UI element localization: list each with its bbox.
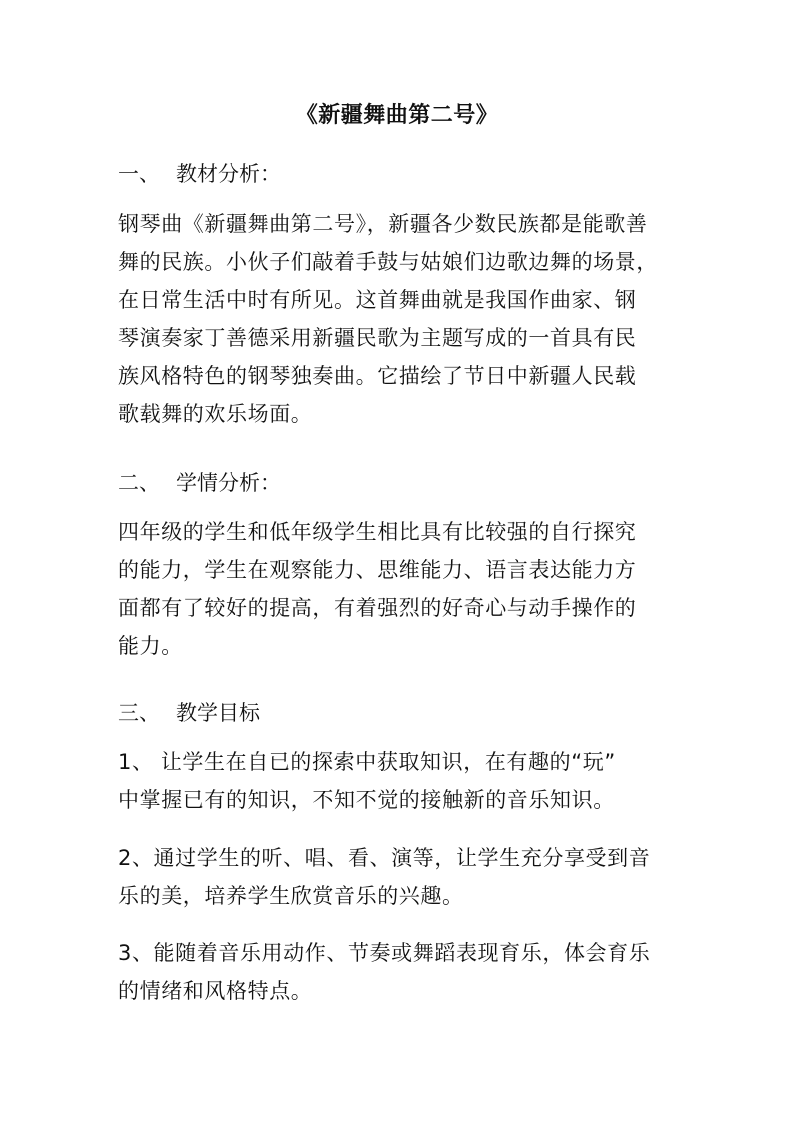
section-number: 三、 <box>118 701 160 725</box>
section-label: 学情分析： <box>176 471 281 495</box>
teaching-goal-3 <box>118 934 678 1010</box>
paragraph-line: 3、能随着音乐用动作、节奏或舞蹈表现育乐，体会育乐 <box>118 941 651 965</box>
paragraph-student-analysis <box>118 513 678 665</box>
paragraph-line: 乐的美，培养学生欣赏音乐的兴趣。 <box>118 884 464 908</box>
paragraph-line: 面都有了较好的提高，有着强烈的好奇心与动手操作的 <box>118 596 637 620</box>
paragraph-textbook-analysis <box>118 205 678 433</box>
section-number: 二、 <box>118 471 160 495</box>
paragraph-line: 1、 让学生在自已的探索中获取知识，在有趣的“玩” <box>118 750 616 774</box>
section-label: 教学目标 <box>176 701 260 725</box>
section-heading-teaching-goals <box>118 697 260 729</box>
teaching-goal-1 <box>118 743 678 819</box>
paragraph-line: 舞的民族。小伙子们敲着手鼓与姑娘们边歌边舞的场景， <box>118 250 658 274</box>
section-number: 一、 <box>118 162 160 186</box>
paragraph-line: 在日常生活中时有所见。这首舞曲就是我国作曲家、钢 <box>118 288 637 312</box>
paragraph-line: 族风格特色的钢琴独奏曲。它描绘了节日中新疆人民载 <box>118 364 637 388</box>
paragraph-line: 的能力，学生在观察能力、思维能力、语言表达能力方 <box>118 558 637 582</box>
paragraph-line: 歌载舞的欢乐场面。 <box>118 402 313 426</box>
section-heading-textbook-analysis <box>118 158 281 190</box>
section-label: 教材分析： <box>176 162 281 186</box>
paragraph-line: 的情绪和风格特点。 <box>118 979 313 1003</box>
paragraph-line: 中掌握已有的知识，不知不觉的接触新的音乐知识。 <box>118 788 615 812</box>
paragraph-line: 琴演奏家丁善德采用新疆民歌为主题写成的一首具有民 <box>118 326 637 350</box>
paragraph-line: 四年级的学生和低年级学生相比具有比较强的自行探究 <box>118 520 637 544</box>
section-heading-student-analysis <box>118 467 281 499</box>
document-title: 《新疆舞曲第二号》 <box>295 103 499 128</box>
teaching-goal-2 <box>118 839 678 915</box>
paragraph-line: 2、通过学生的听、唱、看、演等，让学生充分享受到音 <box>118 846 651 870</box>
paragraph-line: 钢琴曲《新疆舞曲第二号》，新疆各少数民族都是能歌善 <box>118 212 648 236</box>
paragraph-line: 能力。 <box>118 634 183 658</box>
